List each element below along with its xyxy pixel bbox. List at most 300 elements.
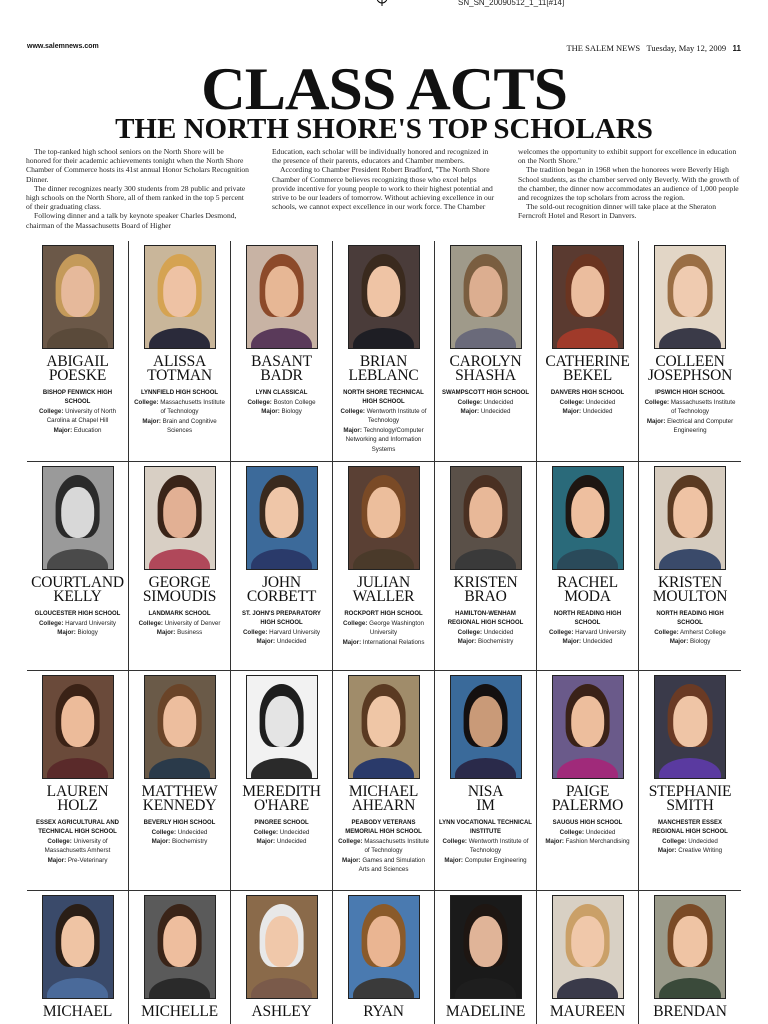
scholar-name	[435, 355, 536, 383]
last-name: SHASHA	[455, 367, 516, 384]
scholar-major	[435, 407, 536, 416]
college-value: Undecided	[483, 399, 514, 406]
college-value: University of Denver	[164, 620, 221, 627]
major-value: Biology	[281, 408, 302, 416]
scholar-name	[333, 355, 434, 383]
scholar-photo	[450, 895, 522, 999]
last-name: BADR	[260, 367, 303, 384]
scholar-college	[537, 828, 638, 837]
photo-face	[265, 696, 299, 747]
scholar-name	[129, 785, 230, 813]
last-name: SMITH	[666, 797, 714, 814]
scholar-name	[333, 785, 434, 813]
scholar-school: PINGREE SCHOOL	[254, 820, 309, 826]
first-name: COURTLAND	[31, 574, 124, 591]
photo-face	[61, 916, 95, 967]
scholar-photo	[348, 675, 420, 779]
first-name: COLLEEN	[655, 353, 725, 370]
photo-face	[163, 266, 197, 317]
college-value: Undecided	[177, 829, 208, 836]
scholar-name	[129, 1005, 230, 1019]
photo-face	[571, 916, 605, 967]
scholar-card	[435, 462, 537, 670]
major-label: Major:	[256, 838, 276, 846]
scholar-major	[129, 628, 230, 637]
last-name: HOLZ	[57, 797, 98, 814]
scholar-name	[435, 785, 536, 813]
photo-shoulders	[353, 549, 415, 570]
scholar-card	[537, 891, 639, 1024]
scholar-card	[435, 671, 537, 890]
college-value: Undecided	[585, 829, 616, 836]
scholar-name	[333, 1005, 434, 1019]
photo-shoulders	[353, 978, 415, 999]
scholar-college	[231, 828, 332, 837]
major-value: Fashion Merchandising	[565, 838, 630, 846]
scholar-major	[129, 837, 230, 846]
photo-shoulders	[251, 978, 313, 999]
first-name: JULIAN	[356, 574, 411, 591]
major-label: Major:	[646, 417, 666, 425]
first-name: RACHEL	[557, 574, 618, 591]
photo-shoulders	[557, 978, 619, 999]
college-value: Undecided	[483, 629, 514, 636]
scholar-name	[27, 355, 128, 383]
scholar-card	[231, 671, 333, 890]
scholar-college	[435, 398, 536, 407]
site-url: www.salemnews.com	[27, 43, 99, 50]
scholar-card	[231, 241, 333, 461]
subheadline: THE NORTH SHORE'S TOP SCHOLARS	[115, 113, 653, 145]
major-value: Computer Engineering	[464, 856, 527, 864]
major-value: Undecided	[276, 838, 307, 846]
last-name: SIMOUDIS	[142, 588, 217, 605]
major-label: Major:	[562, 638, 582, 646]
last-name: BRAO	[464, 588, 507, 605]
scholar-card	[231, 462, 333, 670]
first-name: MICHELLE	[141, 1003, 218, 1020]
major-label: Major:	[545, 838, 564, 846]
first-name: ASHLEY	[251, 1003, 312, 1020]
first-name: GEORGE	[148, 574, 211, 591]
photo-face	[163, 487, 197, 538]
college-label: College:	[242, 629, 268, 636]
college-label: College:	[138, 620, 163, 627]
major-label: Major:	[53, 426, 73, 434]
page-number: 11	[732, 44, 741, 53]
scholar-card	[333, 671, 435, 890]
story-column	[26, 147, 250, 235]
first-name: JOHN	[262, 574, 301, 591]
scholar-photo	[42, 675, 114, 779]
scholar-card	[333, 891, 435, 1024]
scholar-school: BISHOP FENWICK HIGH SCHOOL	[42, 390, 113, 405]
last-name: MODA	[564, 588, 611, 605]
scholar-school: LYNNFIELD HIGH SCHOOL	[140, 390, 219, 396]
scholar-card	[27, 241, 129, 461]
major-value: Education	[73, 426, 102, 434]
major-label: Major:	[444, 856, 463, 864]
scholar-college	[231, 628, 332, 637]
photo-face	[571, 696, 605, 747]
scholar-school: LYNN VOCATIONAL TECHNICAL INSTITUTE	[439, 820, 532, 835]
scholar-major	[435, 856, 536, 865]
scholar-photo	[144, 675, 216, 779]
photo-shoulders	[47, 328, 109, 349]
scholar-major	[231, 407, 332, 416]
major-value: Business	[177, 629, 203, 637]
scholar-photo	[450, 245, 522, 349]
scholar-name	[639, 785, 741, 813]
scholar-card	[639, 462, 741, 670]
scholar-school: SAUGUS HIGH SCHOOL	[552, 820, 623, 826]
college-value: Wentworth Institute of Technology	[366, 408, 427, 425]
scholar-name	[639, 1005, 741, 1019]
scholar-card	[129, 891, 231, 1024]
major-value: Undecided	[480, 408, 511, 416]
scholar-card	[231, 891, 333, 1024]
photo-shoulders	[455, 978, 517, 999]
story-paragraph: The dinner recognizes nearly 300 students from 28 public and private high schools on the North Shore, all of them ranked in the top 5 percent of their graduating class.	[26, 183, 246, 212]
last-name: BEKEL	[563, 367, 612, 384]
scholar-card	[639, 671, 741, 890]
scholar-photo	[246, 675, 318, 779]
story-paragraph: The sold-out recognition dinner will take place at the Sheraton Ferncroft Hotel and Resort in Danvers.	[518, 202, 716, 221]
scholar-college	[27, 619, 128, 628]
college-label: College:	[559, 829, 585, 836]
photo-face	[673, 487, 707, 538]
story-paragraph: welcomes the opportunity to exhibit support for excellence in education on the North Shore."	[518, 147, 737, 166]
photo-face	[265, 916, 299, 967]
scholar-name	[129, 355, 230, 383]
major-label: Major:	[669, 638, 689, 646]
scholar-card	[537, 671, 639, 890]
college-label: College:	[442, 838, 467, 845]
first-name: MATTHEW	[141, 783, 218, 800]
scholar-major	[537, 637, 638, 646]
college-value: Harvard University	[65, 620, 117, 627]
photo-shoulders	[47, 758, 109, 779]
college-label: College:	[343, 620, 368, 627]
major-value: Games and Simulation Arts and Sciences	[358, 856, 425, 874]
major-label: Major:	[142, 417, 161, 425]
scholar-school: MANCHESTER ESSEX REGIONAL HIGH SCHOOL	[652, 820, 728, 835]
scholar-card	[537, 241, 639, 461]
major-value: International Relations	[362, 638, 425, 646]
photo-shoulders	[47, 549, 109, 570]
photo-face	[673, 696, 707, 747]
major-value: Creative Writing	[678, 847, 723, 855]
scholar-name	[537, 355, 638, 383]
scholar-major	[27, 628, 128, 637]
major-value: Biology	[690, 638, 711, 646]
story-paragraph: The top-ranked high school seniors on the North Shore will be honored for their academic achievements tonight when the North Shore Chamber of Commerce hosts its 41st annual Honor Scholars Recognition Dinner.	[26, 147, 249, 184]
scholar-name	[27, 576, 128, 604]
major-label: Major:	[57, 629, 76, 637]
photo-shoulders	[659, 328, 721, 349]
photo-face	[469, 696, 503, 747]
major-value: Undecided	[582, 408, 613, 416]
first-name: MEREDITH	[242, 783, 321, 800]
scholar-row	[27, 671, 741, 891]
college-label: College:	[38, 408, 64, 415]
scholar-photo	[42, 466, 114, 570]
photo-shoulders	[557, 758, 619, 779]
scholar-photo	[654, 245, 726, 349]
scholar-name	[129, 576, 230, 604]
last-name: O'HARE	[254, 797, 309, 814]
scholar-major	[333, 856, 434, 875]
scholar-college	[129, 398, 230, 417]
scholar-photo	[42, 895, 114, 999]
photo-shoulders	[149, 978, 211, 999]
scholar-college	[129, 619, 230, 628]
photo-face	[61, 266, 95, 317]
scholar-school: SWAMPSCOTT HIGH SCHOOL	[442, 390, 529, 396]
scholar-major	[27, 856, 128, 865]
major-label: Major:	[342, 638, 362, 646]
scholar-photo	[552, 245, 624, 349]
photo-shoulders	[251, 549, 313, 570]
scholar-college	[639, 628, 741, 637]
headline: CLASS ACTS	[201, 56, 567, 122]
scholar-major	[231, 637, 332, 646]
masthead-info	[566, 43, 741, 53]
scholar-photo	[654, 895, 726, 999]
story-paragraph: The tradition began in 1968 when the honorees were Beverly High School students, as the chamber served only Beverly. With the growth of the chamber, the dinner now accommodates an audience of 1,000 people and recognizes the top scholars from across the region.	[518, 165, 740, 203]
scholar-photo	[552, 895, 624, 999]
college-label: College:	[338, 838, 363, 845]
college-value: University of Massachusetts Amherst	[44, 838, 111, 855]
first-name: LAUREN	[46, 783, 109, 800]
scholar-college	[333, 619, 434, 638]
last-name: KENNEDY	[142, 797, 217, 814]
scholar-college	[27, 837, 128, 856]
major-value: Biochemistry	[477, 638, 514, 646]
photo-face	[571, 266, 605, 317]
story-column	[272, 147, 496, 235]
scholar-school: IPSWICH HIGH SCHOOL	[655, 390, 725, 396]
major-label: Major:	[343, 426, 362, 434]
photo-face	[367, 696, 401, 747]
first-name: STEPHANIE	[648, 783, 732, 800]
scholar-card	[333, 241, 435, 461]
story-paragraph: According to Chamber President Robert Bradford, "The North Shore Chamber of Commerce believes recognizing those who excel helps provide incentive for young people to work to their highest potential and strive to be our leaders of tomorrow. Without achieving excellence in our schools, we cannot expect excellence in our work force. The Chamber	[272, 165, 495, 212]
last-name: IM	[476, 797, 495, 814]
photo-shoulders	[659, 758, 721, 779]
scholar-name	[537, 1005, 638, 1019]
scholar-major	[435, 637, 536, 646]
major-label: Major:	[47, 856, 67, 864]
photo-shoulders	[47, 978, 109, 999]
photo-face	[61, 696, 95, 747]
story-paragraph: Education, each scholar will be individually honored and recognized in the presence of their parents, educators and Chamber members.	[272, 147, 489, 166]
college-label: College:	[47, 838, 72, 845]
issue-date: Tuesday, May 12, 2009	[646, 43, 727, 53]
story-column	[518, 147, 742, 235]
college-value: Wentworth Institute of Technology	[468, 838, 529, 855]
scholar-college	[537, 398, 638, 407]
photo-shoulders	[557, 549, 619, 570]
first-name: MICHAEL	[42, 1003, 113, 1020]
college-value: Undecided	[688, 838, 718, 845]
scholar-name	[537, 576, 638, 604]
story-paragraph: Following dinner and a talk by keynote speaker Charles Desmond, chairman of the Massachusetts Board of Higher	[26, 211, 237, 230]
college-label: College:	[38, 620, 64, 627]
college-label: College:	[548, 629, 574, 636]
college-value: Harvard University	[575, 629, 627, 636]
scholar-row	[27, 891, 741, 1024]
scholar-school: DANVERS HIGH SCHOOL	[550, 390, 625, 396]
college-label: College:	[151, 829, 177, 836]
college-label: College:	[253, 829, 279, 836]
registration-mark-icon	[374, 0, 390, 6]
scholar-card	[333, 462, 435, 670]
college-label: College:	[247, 399, 272, 406]
scholar-college	[333, 407, 434, 426]
photo-face	[367, 266, 401, 317]
photo-shoulders	[251, 328, 313, 349]
photo-shoulders	[455, 549, 517, 570]
major-label: Major:	[261, 408, 280, 416]
first-name: RYAN	[363, 1003, 404, 1020]
scholar-school: ST. JOHN'S PREPARATORY HIGH SCHOOL	[242, 611, 321, 626]
last-name: WALLER	[352, 588, 415, 605]
scholar-school: GLOUCESTER HIGH SCHOOL	[34, 611, 121, 617]
photo-shoulders	[455, 758, 517, 779]
scholar-major	[27, 426, 128, 435]
first-name: ABIGAIL	[46, 353, 109, 370]
college-value: George Washington University	[369, 620, 424, 637]
first-name: BRENDAN	[653, 1003, 727, 1020]
photo-face	[367, 916, 401, 967]
photo-face	[265, 487, 299, 538]
major-value: Pre-Veterinary	[67, 856, 108, 864]
college-label: College:	[340, 408, 365, 415]
photo-face	[571, 487, 605, 538]
scholar-card	[537, 462, 639, 670]
scholar-major	[129, 417, 230, 436]
scholar-major	[231, 837, 332, 846]
scholar-college	[27, 407, 128, 426]
scholar-school: NORTH READING HIGH SCHOOL	[553, 611, 622, 626]
scholar-school: ESSEX AGRICULTURAL AND TECHNICAL HIGH SCHOOL	[35, 820, 119, 835]
first-name: BASANT	[251, 353, 312, 370]
scholar-photo	[144, 466, 216, 570]
scholar-photo	[246, 895, 318, 999]
college-label: College:	[457, 629, 483, 636]
scholar-photo	[144, 245, 216, 349]
scholar-card	[435, 891, 537, 1024]
first-name: KRISTEN	[453, 574, 518, 591]
major-label: Major:	[256, 638, 276, 646]
photo-shoulders	[455, 328, 517, 349]
scholar-school: NORTH READING HIGH SCHOOL	[656, 611, 724, 626]
college-label: College:	[644, 399, 670, 406]
college-value: Massachusetts Institute of Technology	[670, 399, 736, 416]
scholar-name	[537, 785, 638, 813]
paper-name: THE SALEM NEWS	[566, 43, 641, 53]
print-slug: SN_SN_20090512_1_11[#14]	[458, 0, 565, 7]
scholar-card	[435, 241, 537, 461]
scholar-card	[129, 462, 231, 670]
major-label: Major:	[342, 856, 361, 864]
college-value: Massachusetts Institute of Technology	[160, 399, 225, 416]
scholar-college	[537, 628, 638, 637]
photo-face	[61, 487, 95, 538]
last-name: JOSEPHSON	[647, 367, 733, 384]
major-label: Major:	[460, 408, 480, 416]
scholar-name	[639, 355, 741, 383]
scholar-card	[27, 671, 129, 890]
first-name: NISA	[467, 783, 504, 800]
scholar-row	[27, 241, 741, 462]
scholar-photo	[246, 245, 318, 349]
scholar-college	[129, 828, 230, 837]
scholar-major	[333, 638, 434, 647]
scholar-photo	[552, 466, 624, 570]
major-label: Major:	[151, 838, 171, 846]
major-value: Electrical and Computer Engineering	[667, 417, 734, 435]
first-name: BRIAN	[359, 353, 408, 370]
first-name: MICHAEL	[348, 783, 419, 800]
scholar-name	[27, 785, 128, 813]
last-name: LEBLANC	[348, 367, 419, 384]
last-name: MOULTON	[652, 588, 728, 605]
scholar-photo	[144, 895, 216, 999]
college-value: Undecided	[279, 829, 310, 836]
scholar-card	[639, 891, 741, 1024]
scholar-college	[435, 628, 536, 637]
scholar-school: LYNN CLASSICAL	[255, 390, 308, 396]
major-value: Undecided	[582, 638, 613, 646]
scholar-major	[333, 426, 434, 454]
photo-face	[673, 266, 707, 317]
photo-face	[469, 266, 503, 317]
major-value: Technology/Computer Networking and Information Systems	[345, 426, 424, 453]
scholar-major	[537, 837, 638, 846]
scholar-card	[129, 671, 231, 890]
photo-face	[163, 916, 197, 967]
scholar-photo	[654, 466, 726, 570]
major-value: Undecided	[276, 638, 307, 646]
first-name: ALISSA	[152, 353, 207, 370]
last-name: POESKE	[48, 367, 107, 384]
first-name: MAUREEN	[549, 1003, 626, 1020]
major-label: Major:	[562, 408, 582, 416]
last-name: CORBETT	[246, 588, 317, 605]
first-name: CATHERINE	[545, 353, 630, 370]
college-label: College:	[134, 399, 159, 406]
scholar-school: ROCKPORT HIGH SCHOOL	[344, 611, 423, 617]
photo-shoulders	[149, 549, 211, 570]
last-name: KELLY	[53, 588, 102, 605]
scholar-college	[435, 837, 536, 856]
scholar-name	[435, 576, 536, 604]
scholar-card	[129, 241, 231, 461]
scholar-photo	[348, 466, 420, 570]
major-value: Biochemistry	[171, 838, 208, 846]
scholar-name	[231, 785, 332, 813]
major-value: Brain and Cognitive Sciences	[162, 417, 217, 435]
scholar-school: HAMILTON-WENHAM REGIONAL HIGH SCHOOL	[447, 611, 524, 626]
scholar-photo	[348, 895, 420, 999]
college-value: Undecided	[585, 399, 616, 406]
first-name: MADELINE	[445, 1003, 526, 1020]
photo-shoulders	[149, 758, 211, 779]
scholar-major	[537, 407, 638, 416]
photo-shoulders	[557, 328, 619, 349]
